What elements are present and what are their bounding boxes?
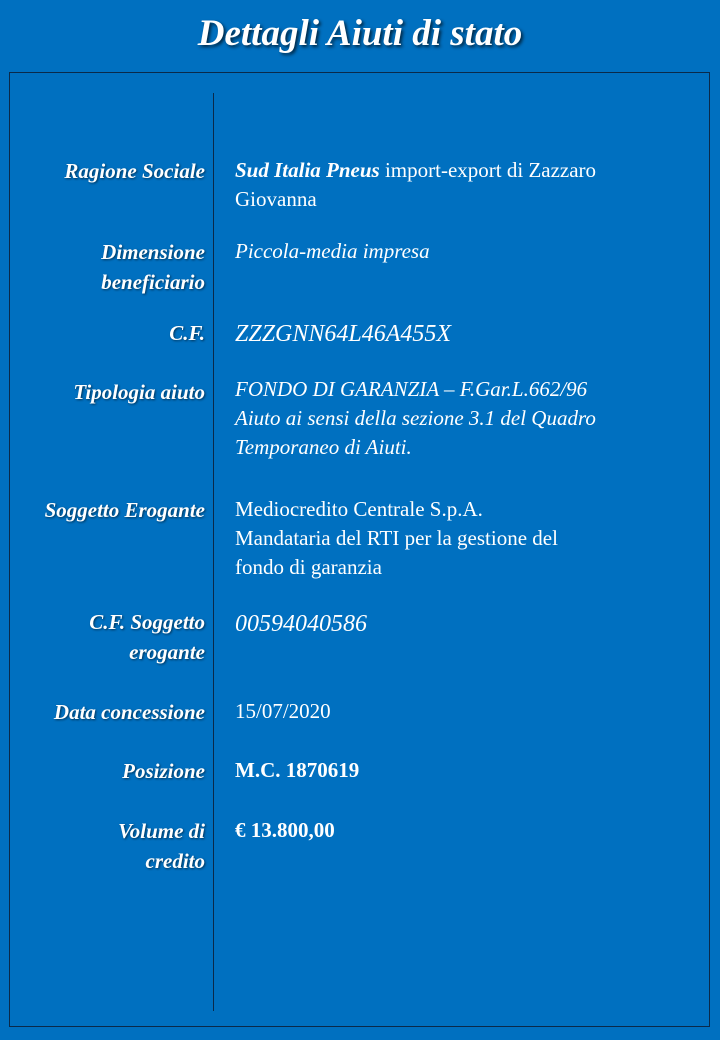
- tipologia-value-line2: Aiuto ai sensi della sezione 3.1 del Quadro: [235, 406, 596, 430]
- volume-label: [10, 816, 205, 876]
- dimensione-label-line2: beneficiario: [101, 270, 205, 294]
- cf-label: C.F.: [169, 321, 205, 345]
- dimensione-value: Piccola-media impresa: [235, 239, 430, 263]
- column-divider: [213, 93, 214, 1011]
- soggetto-erogante-line1: Mediocredito Centrale S.p.A.: [235, 497, 483, 521]
- dimensione-label-line1: Dimensione: [101, 240, 205, 264]
- soggetto-erogante-line3: fondo di garanzia: [235, 555, 382, 579]
- tipologia-label: Tipologia aiuto: [73, 380, 205, 404]
- ragione-sociale-name: Sud Italia Pneus: [235, 158, 380, 182]
- page-title: Dettagli Aiuti di stato: [197, 13, 523, 54]
- dimensione-label: [10, 237, 205, 297]
- cf-soggetto-label-line2: erogante: [129, 640, 205, 664]
- cf-soggetto-value: 00594040586: [235, 611, 367, 637]
- ragione-sociale-label: Ragione Sociale: [64, 159, 205, 183]
- cf-value: ZZZGNN64L46A455X: [235, 321, 452, 347]
- tipologia-value: [235, 375, 675, 462]
- posizione-label: Posizione: [122, 759, 205, 783]
- data-concessione-label: Data concessione: [53, 700, 205, 724]
- ragione-sociale-rest: import-export di Zazzaro Giovanna: [235, 158, 597, 211]
- volume-value: € 13.800,00: [235, 818, 335, 842]
- ragione-sociale-value: [235, 156, 665, 214]
- tipologia-value-line3: Temporaneo di Aiuti.: [235, 435, 412, 459]
- cf-soggetto-label-line1: C.F. Soggetto: [89, 610, 205, 634]
- volume-label-line1: Volume di: [118, 819, 205, 843]
- posizione-value: M.C. 1870619: [235, 758, 360, 782]
- tipologia-value-line1: FONDO DI GARANZIA – F.Gar.L.662/96: [235, 377, 588, 401]
- soggetto-erogante-value: [235, 495, 675, 582]
- volume-label-line2: credito: [145, 849, 205, 873]
- data-concessione-value: 15/07/2020: [235, 699, 331, 723]
- cf-soggetto-label: [10, 607, 205, 667]
- soggetto-erogante-label: Soggetto Erogante: [44, 498, 205, 522]
- soggetto-erogante-line2: Mandataria del RTI per la gestione del: [235, 526, 558, 550]
